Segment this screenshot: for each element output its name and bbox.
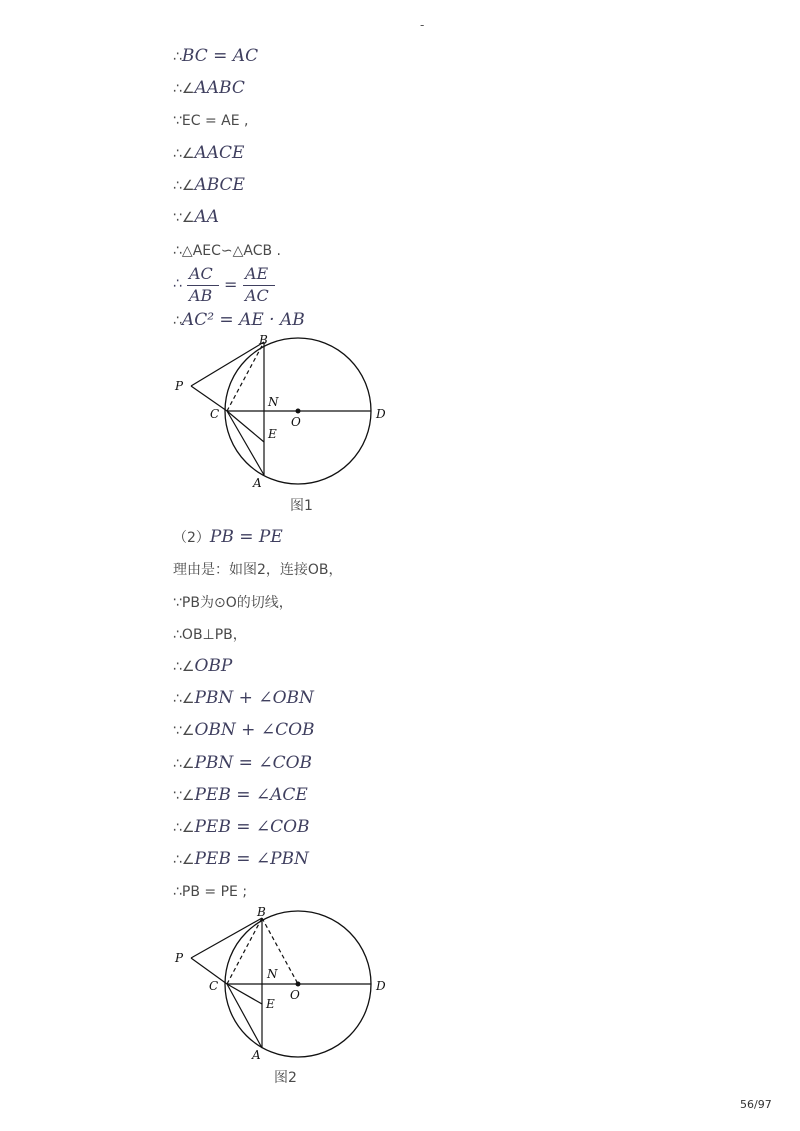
proof-line xyxy=(173,78,245,99)
page-number: 56/97 xyxy=(740,1098,772,1111)
proof-line xyxy=(173,175,245,196)
line-math: AABC xyxy=(194,78,245,98)
line-text: OB⊥PB， xyxy=(181,627,247,643)
line-math: ABCE xyxy=(194,175,245,195)
line-math: AACE xyxy=(194,143,245,163)
line-prefix: ∴∠ xyxy=(173,820,195,836)
proof-line xyxy=(173,881,247,902)
label-a: A xyxy=(252,1048,261,1062)
label-p: P xyxy=(175,951,184,965)
proof-line xyxy=(173,110,249,131)
center-point xyxy=(296,982,301,987)
line-prefix: ∴ xyxy=(173,627,182,643)
segment-ce xyxy=(227,411,264,442)
line-prefix: ∴∠ xyxy=(173,852,195,868)
proof-line xyxy=(173,592,293,613)
label-n: N xyxy=(268,395,279,409)
line-prefix: ∴∠ xyxy=(173,659,195,675)
fraction-denominator-right: AC xyxy=(245,286,269,305)
figure-1-caption: 图1 xyxy=(290,498,313,514)
label-a: A xyxy=(253,476,262,490)
fraction-equals: = xyxy=(224,275,238,294)
line-math: AA xyxy=(194,207,220,227)
proof-line xyxy=(173,817,310,838)
label-c: C xyxy=(210,407,220,421)
label-p: P xyxy=(175,379,184,393)
line-prefix: ∵∠ xyxy=(173,210,195,226)
line-math: OBP xyxy=(194,656,233,676)
fraction-prefix: ∴ xyxy=(173,276,182,292)
fraction-numerator-left: AC xyxy=(189,264,213,283)
figure-2-diagram xyxy=(165,900,405,1065)
label-o: O xyxy=(290,988,300,1002)
label-n: N xyxy=(267,967,278,981)
proof-line xyxy=(173,207,219,228)
label-d: D xyxy=(376,407,386,421)
line-prefix: ∵ xyxy=(173,595,182,611)
line-math: PBN = ∠COB xyxy=(194,753,313,773)
line-math: BC = AC xyxy=(181,46,259,66)
proof-line xyxy=(173,310,305,331)
line-prefix: ∴ xyxy=(173,884,182,900)
line-text: 理由是：如图2，连接OB， xyxy=(173,562,343,578)
proof-line xyxy=(173,143,244,164)
proof-line xyxy=(173,240,281,261)
label-b: B xyxy=(259,333,268,347)
proof-line xyxy=(173,656,232,677)
figure-1-diagram xyxy=(165,330,405,495)
proof-line xyxy=(173,849,309,870)
line-math: PEB = ∠ACE xyxy=(194,785,308,805)
line-prefix: ∴ xyxy=(173,243,182,259)
line-math: AC² = AE · AB xyxy=(181,310,305,330)
line-prefix: ∴∠ xyxy=(173,691,195,707)
segment-pc xyxy=(191,386,227,411)
line-math: OBN + ∠COB xyxy=(194,720,315,740)
line-text: △AEC∽△ACB . xyxy=(181,243,281,259)
tangent-pb xyxy=(191,342,264,386)
label-b: B xyxy=(257,905,266,919)
proof-line xyxy=(173,753,312,774)
line-math: PB = PE xyxy=(209,527,283,547)
proof-line xyxy=(173,559,343,580)
line-prefix: ∴∠ xyxy=(173,146,195,162)
line-prefix: ∴ xyxy=(173,313,182,329)
proof-line xyxy=(173,624,247,645)
similarity-fraction xyxy=(173,264,293,308)
line-prefix: ∴∠ xyxy=(173,81,195,97)
line-math: PEB = ∠PBN xyxy=(194,849,309,869)
figure-2-caption: 图2 xyxy=(274,1070,297,1086)
label-c: C xyxy=(209,979,219,993)
proof-line xyxy=(173,785,308,806)
proof-line xyxy=(173,720,315,741)
label-d: D xyxy=(376,979,386,993)
line-math: PEB = ∠COB xyxy=(194,817,310,837)
fraction-denominator-left: AB xyxy=(189,286,213,305)
line-text: PB为⊙O的切线， xyxy=(181,595,293,611)
proof-line xyxy=(173,46,258,67)
line-prefix: ∴ xyxy=(173,49,182,65)
center-point xyxy=(296,409,301,414)
line-text: EC = AE , xyxy=(181,113,249,129)
line-prefix: ∵∠ xyxy=(173,788,195,804)
line-prefix: ∴∠ xyxy=(173,178,195,194)
line-math: PBN + ∠OBN xyxy=(194,688,314,708)
label-e: E xyxy=(266,997,275,1011)
fraction-numerator-right: AE xyxy=(245,264,269,283)
dashed-cb xyxy=(227,342,264,411)
label-o: O xyxy=(291,415,301,429)
line-prefix: （2） xyxy=(173,530,210,546)
line-text: PB = PE ; xyxy=(181,884,248,900)
line-prefix: ∴∠ xyxy=(173,756,195,772)
proof-line xyxy=(173,688,314,709)
proof-line xyxy=(173,527,283,548)
line-prefix: ∵∠ xyxy=(173,723,195,739)
line-prefix: ∵ xyxy=(173,113,182,129)
label-e: E xyxy=(268,427,277,441)
header-mark: - xyxy=(420,18,425,32)
